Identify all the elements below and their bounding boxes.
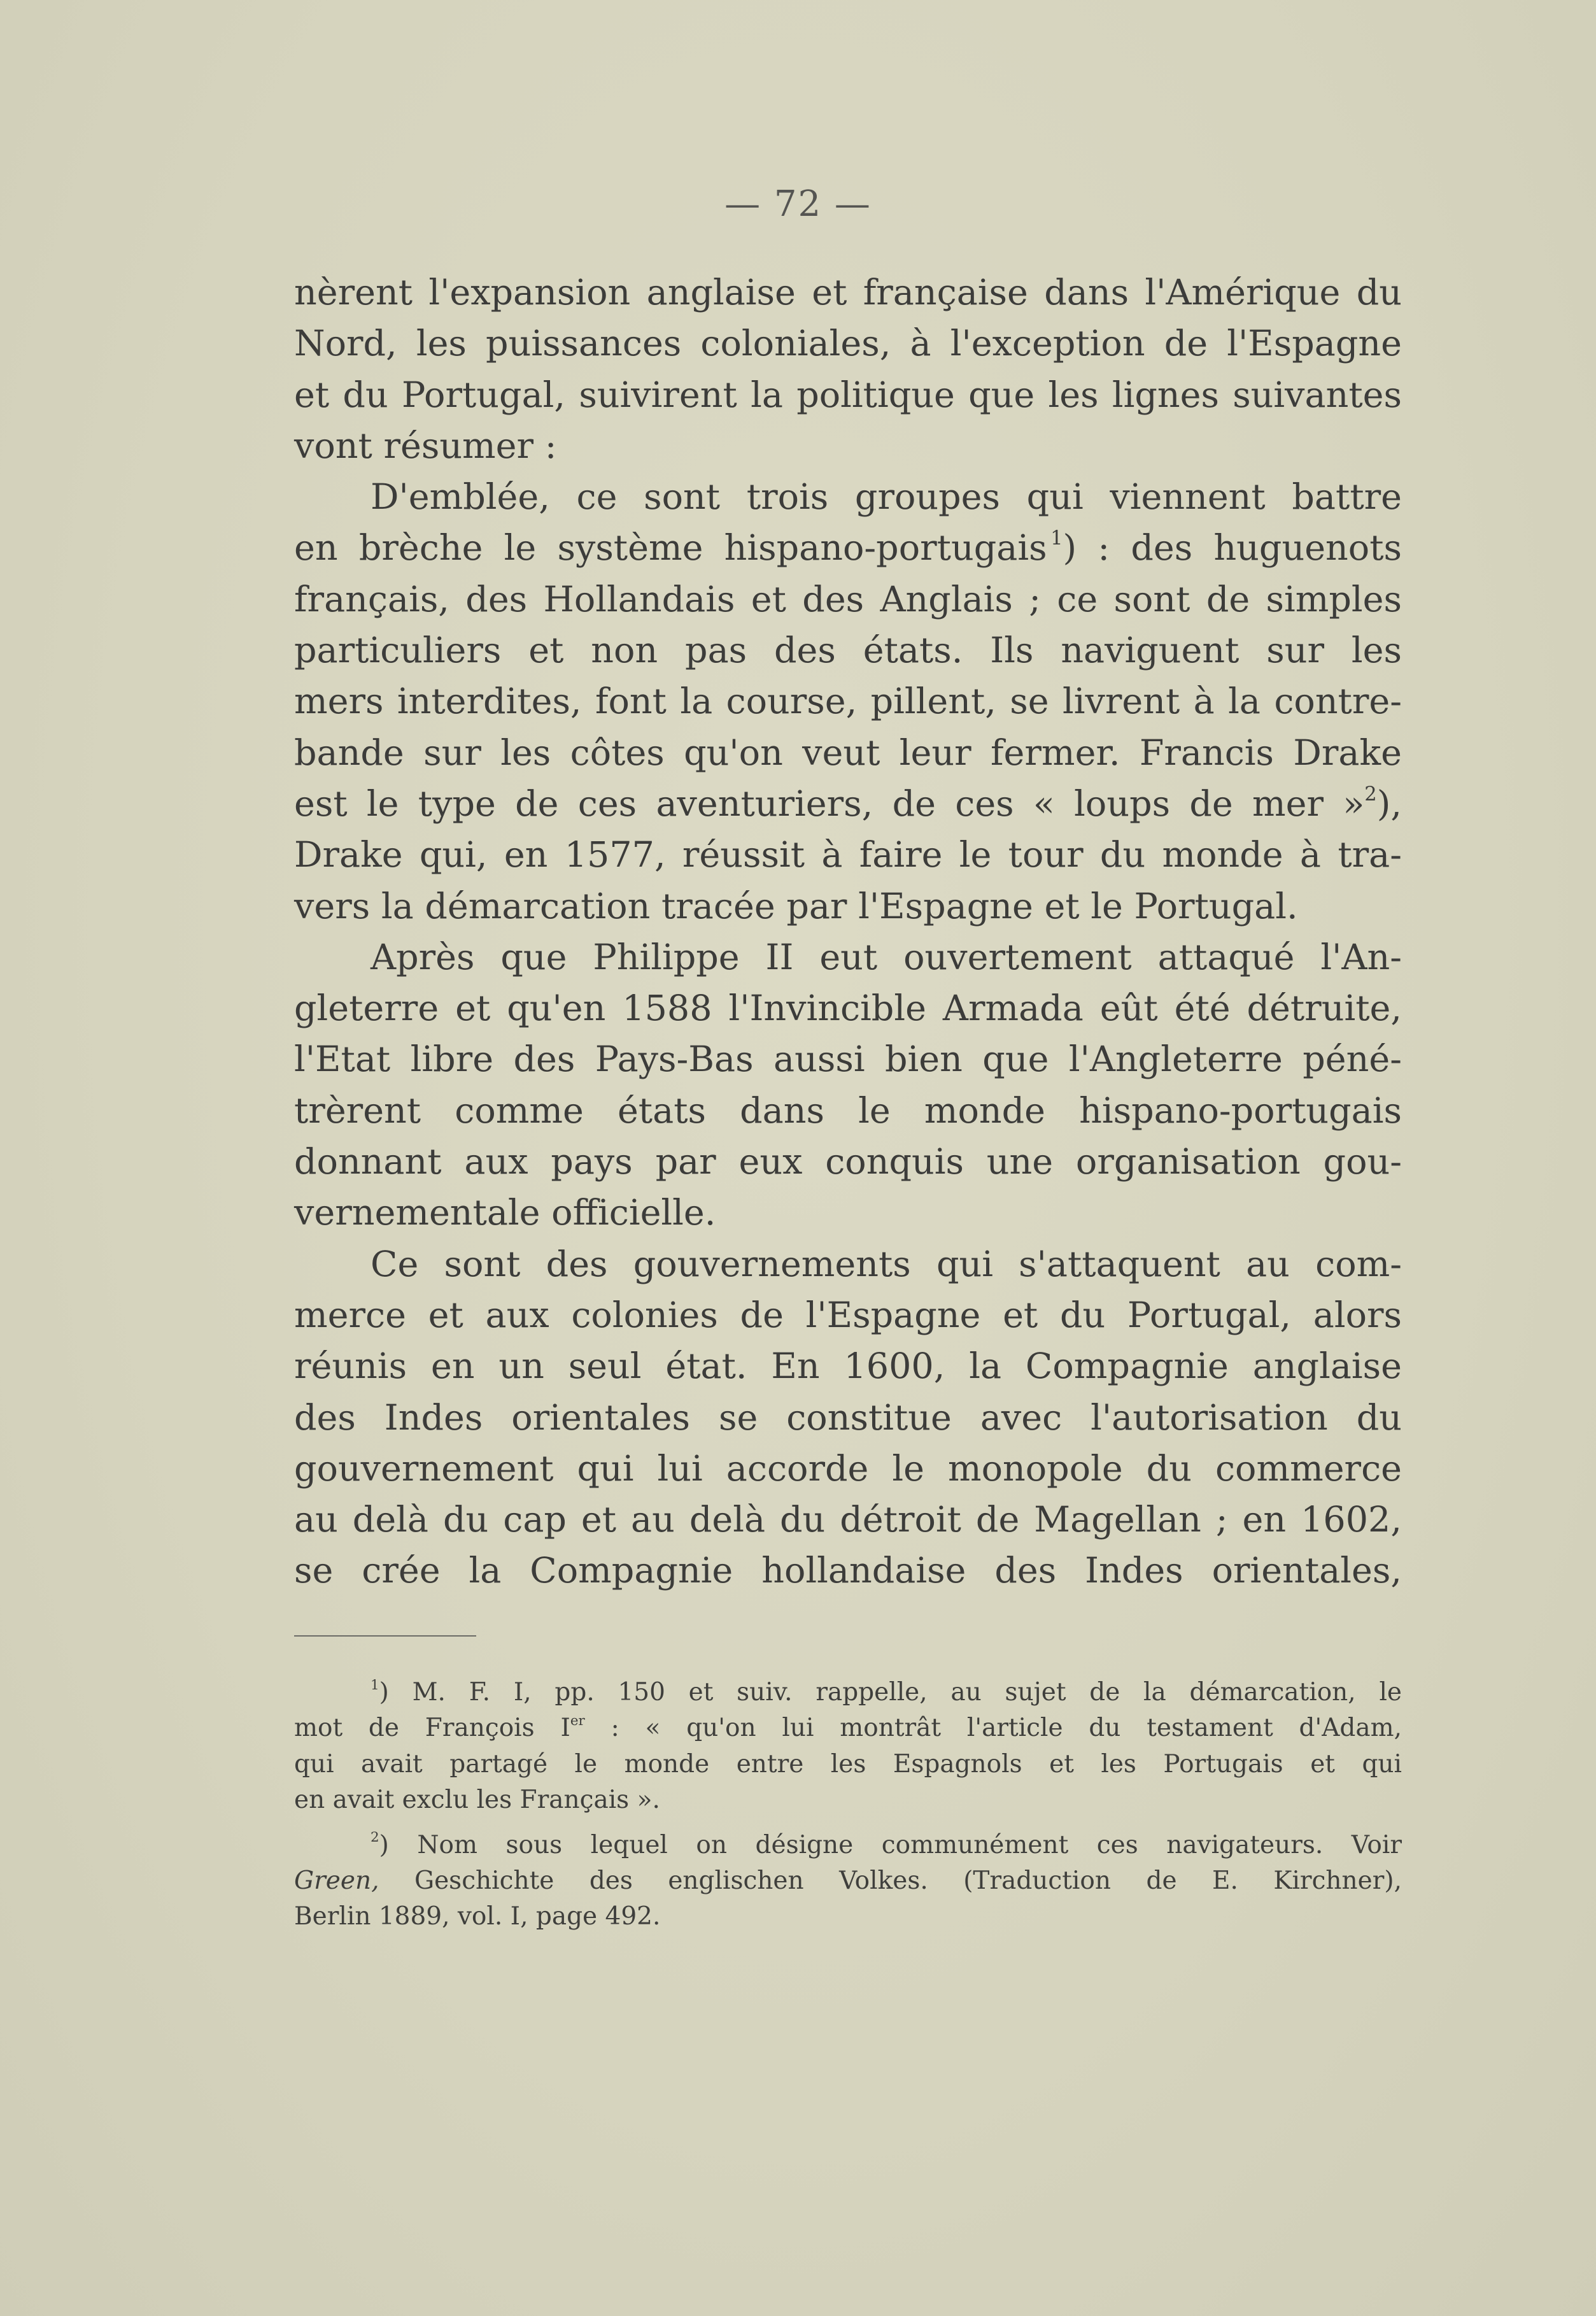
footnote-1-superscript: er <box>570 1713 585 1730</box>
footnote-1-line-2 <box>294 1710 1402 1746</box>
footnote-ref-1: 1 <box>1050 527 1063 550</box>
body-line-21: merce et aux colonies de l'Espagne et du Portugal, alors <box>294 1294 1402 1336</box>
body-line-20: Ce sont des gouvernements qui s'attaquent au com- <box>371 1243 1402 1285</box>
body-line-6 <box>294 523 1402 574</box>
body-line-5: D'emblée, ce sont trois groupes qui viennent battre <box>371 476 1402 518</box>
footnote-2-line-1-text: ) Nom sous lequel on désigne communément ces navigateurs. Voir <box>379 1830 1402 1859</box>
body-line-22: réunis en un seul état. En 1600, la Compagnie anglaise <box>294 1346 1402 1388</box>
body-line-16: l'Etat libre des Pays-Bas aussi bien que l'Angleterre péné- <box>294 1039 1402 1081</box>
footnote-gap <box>294 1819 1402 1828</box>
body-line-11-text: est le type de ces aventuriers, de ces « loups de mer » <box>294 783 1365 825</box>
body-line-25: au delà du cap et au delà du détroit de Magellan ; en 1602, <box>294 1499 1402 1541</box>
body-line-26: se crée la Compagnie hollandaise des Indes orientales, <box>294 1550 1402 1592</box>
footnote-2-line-3: Berlin 1889, vol. I, page 492. <box>294 1902 661 1931</box>
body-line-10: bande sur les côtes qu'on veut leur fermer. Francis Drake <box>294 732 1402 774</box>
footnote-2-line-2-rest: Geschichte des englischen Volkes. (Traduction de E. Kirchner), <box>379 1866 1402 1895</box>
footnote-2-author: Green, <box>294 1866 379 1895</box>
body-line-4: vont résumer : <box>294 425 557 467</box>
body-line-8: particuliers et non pas des états. Ils naviguent sur les <box>294 630 1402 672</box>
footnote-ref-2: 2 <box>1364 783 1377 806</box>
footnote-1-marker: 1 <box>371 1677 379 1693</box>
body-line-6-tail: ) : des huguenots <box>1063 527 1402 569</box>
body-text <box>294 267 1402 1597</box>
body-line-19: vernementale officielle. <box>294 1192 716 1234</box>
footnote-1-line-4: en avait exclu les Français ». <box>294 1786 660 1815</box>
body-line-6-text: en brèche le système hispano-portugais <box>294 527 1047 569</box>
body-line-14: Après que Philippe II eut ouvertement attaqué l'An- <box>371 936 1402 978</box>
body-line-23: des Indes orientales se constitue avec l'autorisation du <box>294 1396 1402 1439</box>
body-line-24: gouvernement qui lui accorde le monopole du commerce <box>294 1447 1402 1489</box>
footnote-2-line-1 <box>294 1828 1402 1863</box>
footnote-1-line-2-pre: mot de François I <box>294 1714 570 1743</box>
body-line-7: français, des Hollandais et des Anglais ; ce sont de simples <box>294 578 1402 620</box>
body-line-13: vers la démarcation tracée par l'Espagne et le Portugal. <box>294 885 1298 927</box>
body-line-15: gleterre et qu'en 1588 l'Invincible Armada eût été détruite, <box>294 988 1402 1030</box>
body-line-9: mers interdites, font la course, pillent, se livrent à la contre- <box>294 681 1402 723</box>
body-line-3: et du Portugal, suivirent la politique que les lignes suivantes <box>294 374 1402 416</box>
footnote-1-line-1-text: ) M. F. I, pp. 150 et suiv. rappelle, au sujet de la démarcation, le <box>379 1678 1402 1707</box>
body-line-11-tail: ), <box>1376 783 1402 825</box>
page-number: — 72 — <box>724 183 872 225</box>
body-line-18: donnant aux pays par eux conquis une organisation gou- <box>294 1141 1402 1183</box>
footnote-separator <box>294 1635 476 1637</box>
body-line-2: Nord, les puissances coloniales, à l'exception de l'Espagne <box>294 323 1402 365</box>
footnotes <box>294 1675 1402 1935</box>
footnote-1-line-3: qui avait partagé le monde entre les Espagnols et les Portugais et qui <box>294 1749 1402 1779</box>
body-line-1: nèrent l'expansion anglaise et française dans l'Amérique du <box>294 272 1402 313</box>
footnote-1-line-2-post: : « qu'on lui montrât l'article du testament d'Adam, <box>584 1714 1402 1743</box>
footnote-1-line-1 <box>294 1675 1402 1710</box>
body-line-12: Drake qui, en 1577, réussit à faire le tour du monde à tra- <box>294 834 1402 876</box>
body-line-11 <box>294 779 1402 830</box>
body-line-17: trèrent comme états dans le monde hispano-portugais <box>294 1090 1402 1132</box>
footnote-2-marker: 2 <box>371 1829 379 1846</box>
footnote-2-line-2 <box>294 1863 1402 1899</box>
